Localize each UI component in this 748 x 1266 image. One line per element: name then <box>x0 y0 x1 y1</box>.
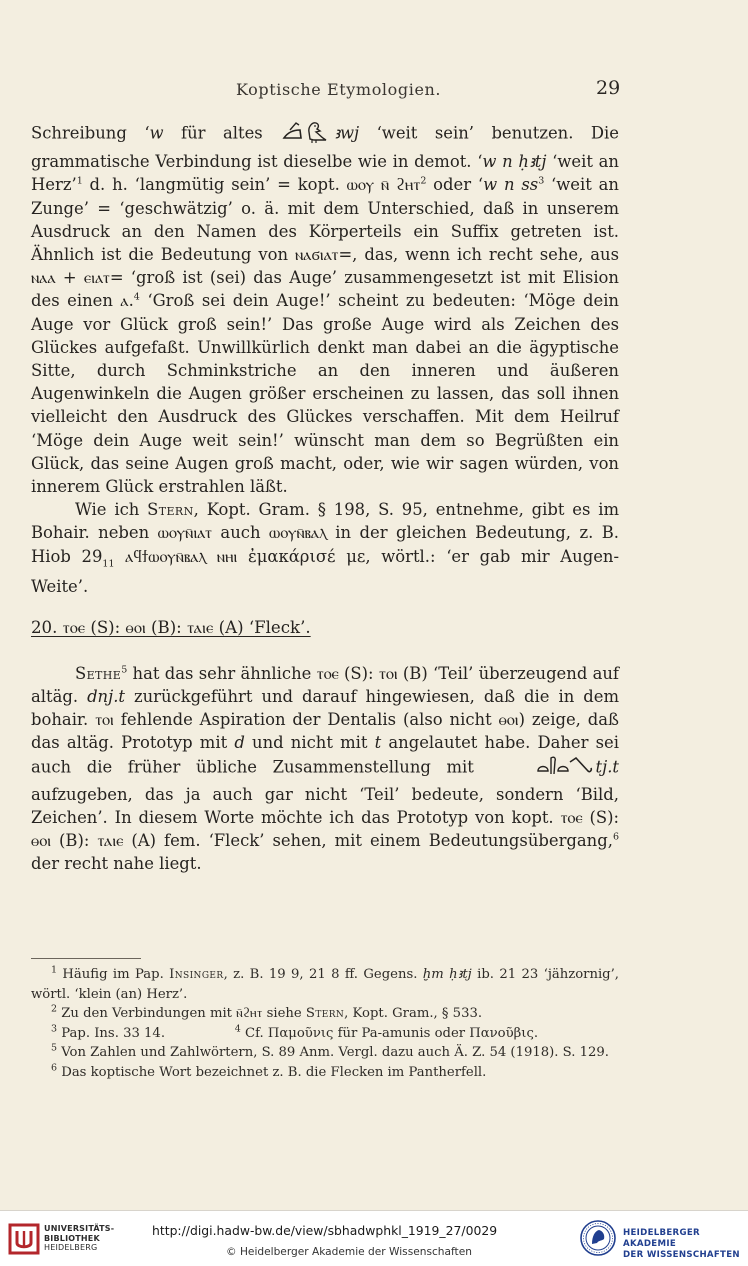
permalink-url[interactable]: http://digi.hadw-bw.de/view/sbhadwphkl_1919_27/0029 <box>152 1223 498 1238</box>
footnote-ref-4[interactable]: 4 <box>133 291 140 303</box>
running-head <box>0 77 748 104</box>
footnote-4: $^4$ Cf. Παμοῦνις für Pa-amunis oder Πανοῦβις. <box>234 1023 539 1041</box>
footnote-ref-2[interactable]: 2 <box>420 175 427 187</box>
viewer-footer <box>0 1210 748 1266</box>
footnote-ref-3[interactable]: 3 <box>538 175 545 187</box>
hieroglyph-arm-bird-icon <box>282 118 332 150</box>
footnote-ref-1[interactable]: 1 <box>76 175 83 187</box>
footnote-6: $^6$ Das koptische Wort bezeichnet z. B. die Flecken im Pantherfell. <box>51 1062 487 1080</box>
footnotes-3-4 <box>31 1024 619 1044</box>
footnote-ref-6[interactable]: 6 <box>612 831 619 843</box>
academy-seal-logo-icon[interactable] <box>579 1219 617 1257</box>
page-number: 29 <box>596 77 621 99</box>
footnote-3: $^3$ Pap. Ins. 33 14. <box>51 1023 166 1041</box>
footnote-1: $^1$ Häufig im Pap. Insinger, z. B. 19 9, 21 8 ff. Gegens. ḫm ḥꜣtj ib. 21 23 ‘jähzornig’, wörtl. ‘klein (an) Herz’. <box>31 964 619 1002</box>
academy-name: HEIDELBERGER AKADEMIE DER WISSENSCHAFTEN <box>623 1228 740 1260</box>
paragraph-3: Sethe$^5$ hat das sehr ähnliche ⲧⲟⲉ (S): ⲧⲟⲓ (B) ‘Teil’ überzeugend auf altäg. dnj.t zurückgeführt und darauf hingewiesen, daß die in dem bohair. ⲧⲟⲓ fehlende Aspiration der Dentalis (also nicht ⲑⲟⲓ) zeige, daß das altäg. Prototyp mit d und nicht mit t angelautet habe. Daher sei auch die früher übliche Zusammenstellung mit tj.t aufzugeben, das ja auch gar nicht ‘Teil’ bedeute, sondern ‘Bild, Zeichen’. In diesem Worte möchte ich das Prototyp von kopt. ⲧⲟⲉ (S): ⲑⲟⲓ (B): ⲧⲁⲓⲉ (A) fem. ‘Fleck’ sehen, mit einem Bedeutungsübergang,$^6$ der recht nahe liegt. <box>31 663 619 874</box>
footnote-divider <box>31 958 141 959</box>
section-heading: 20. ⲧⲟⲉ (S): ⲑⲟⲓ (B): ⲧⲁⲓⲉ (A) ‘Fleck’. <box>31 618 311 638</box>
footnote-2: $^2$ Zu den Verbindungen mit ⲛ̄ϩⲏⲧ siehe Stern, Kopt. Gram., § 533. <box>51 1003 483 1022</box>
footnote-ref-5[interactable]: 5 <box>121 664 128 676</box>
paragraph-2: Wie ich Stern, Kopt. Gram. § 198, S. 95, entnehme, gibt es im Bohair. neben ⲱⲟⲩⲛ̄ⲓⲁⲧ auch ⲱⲟⲩⲛ̄ⲃⲁⲗ in der gleichen Bedeutung, z. B. Hiob $29_{11}$ ⲁϥϯⲱⲟⲩⲛ̄ⲃⲁⲗ ⲛⲏⲓ ἐμακάρισέ με, wörtl.: ‘er gab mir Augen-Weite’. <box>31 500 619 597</box>
hieroglyph-bread-cobra-icon <box>492 754 594 782</box>
footnote-5: $^5$ Von Zahlen und Zahlwörtern, S. 89 Anm. Vergl. dazu auch Ä. Z. 54 (1918). S. 129. <box>51 1042 609 1061</box>
footnotes <box>31 958 619 1083</box>
body-text <box>31 118 619 875</box>
running-title: Koptische Etymologien. <box>236 80 442 99</box>
university-library-name: UNIVERSITÄTS- BIBLIOTHEK HEIDELBERG <box>44 1224 115 1252</box>
copyright-notice: © Heidelberger Akademie der Wissenschaften <box>226 1246 472 1258</box>
paragraph-1: Schreibung ‘w für altes ꜣwj ‘weit sein’ benutzen. Die grammatische Verbindung ist dieselbe wie in demot. ‘w n ḥꜣtj ‘weit an Herz’$^1$ d. h. ‘langmütig sein’ = kopt. ⲱⲟⲩ ⲛ̄ ϩⲏⲧ$^2$ oder ‘w n $ss^3$ ‘weit an Zunge’ = ‘geschwätzig’ o. ä. mit dem Unterschied, daß in unserem Ausdruck an den Namen des Körperteils ein Suffix getreten ist. Ähnlich ist die Bedeutung von ⲛⲁϭⲓⲁⲧ=, das, wenn ich recht sehe, aus ⲛⲁⲁ + ⲉⲓⲁⲧ= ‘groß ist (sei) das Auge’ zusammengesetzt ist mit Elision des einen ⲁ.$^4$ ‘Groß sei dein Auge!’ scheint zu bedeuten: ‘Möge dein Auge vor Glück groß sein!’ Das große Auge wird als Zeichen des Glückes aufgefaßt. Unwillkürlich denkt man dabei an die ägyptische Sitte, durch Schminkstriche an den inneren und äußeren Augenwinkeln die Augen größer erscheinen zu lassen, das soll ihnen vielleicht den Ausdruck des Glückes verschaffen. Mit dem Heilruf ‘Möge dein Auge weit sein!’ wünscht man dem so Begrüßten ein Glück, das seine Augen groß macht, oder, wie wir sagen würden, von innerem Glück erstrahlen läßt. <box>31 118 619 498</box>
university-library-logo-icon[interactable] <box>8 1221 40 1257</box>
